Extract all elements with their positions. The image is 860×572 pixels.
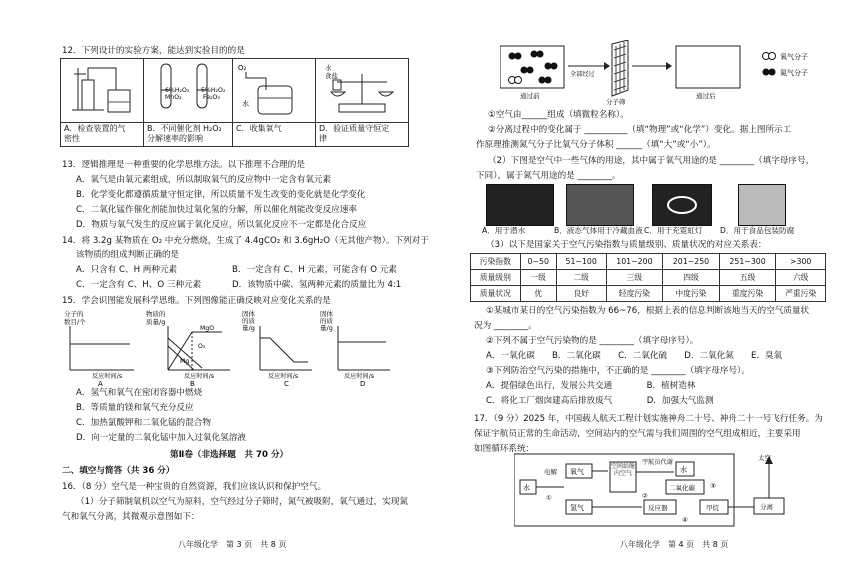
gas-bottle-icon — [236, 60, 312, 118]
separator-box-label: 分离 — [760, 503, 773, 511]
aq-cell: 二级 — [556, 270, 606, 286]
q17-line3: 如图循环系统： — [474, 444, 535, 454]
q16-line3: 气和氧气分离，其微观示意图如下： — [62, 512, 200, 522]
aq-cell: 0~50 — [520, 254, 556, 270]
label-water: 水 — [242, 100, 249, 108]
aq-cell: 五级 — [719, 270, 776, 286]
label-fe2o3: Fe₂O₃ — [203, 94, 220, 101]
aq-cell: 51~100 — [556, 254, 606, 270]
graph-a — [64, 309, 134, 386]
q16-3-line4: A．一氧化碳 B．二氧化碳 C．二氧化硫 D．二氧化氮 E．臭氧 — [486, 351, 783, 361]
graph-d-ylabel-1: 固体 — [320, 310, 333, 318]
graph-a-letter: A — [98, 380, 103, 386]
graph-b-label-o2: O₂ — [198, 343, 206, 350]
label-o2: O₂ — [238, 64, 247, 72]
q12-options-table — [60, 58, 409, 147]
diving-photo — [486, 184, 554, 226]
legend-oxygen-label: 氧气分子 — [780, 53, 808, 61]
q13-option-d: D．物质与氧气发生的反应属于氧化反应，所以氧化反应不一定都是化合反应 — [76, 220, 367, 230]
use-a-caption: A．用于潜水 — [482, 226, 526, 235]
q12-option-a: A．检查装置的气 密性 — [61, 123, 144, 146]
graph-b-label-mgo: MgO — [200, 325, 215, 332]
aq-row-header: 质量状况 — [471, 286, 521, 302]
space-label: 太空 — [758, 454, 771, 462]
q16-3-line3: ②下列不属于空气污染物的是 ________（填字母序号）。 — [486, 336, 699, 346]
q14-stem2: 该物质的组成判断正确的是 — [76, 250, 180, 260]
q15-option-a: A．氢气和氧气在密闭容器中燃烧 — [76, 388, 203, 398]
balance-scale-icon — [319, 60, 405, 118]
step-1: ① — [546, 494, 552, 502]
aq-cell: 良好 — [556, 286, 606, 302]
q16-1-line3: 作原理推测氮气分子比氧气分子体积 ______（填“大”或“小”）。 — [476, 140, 716, 150]
aq-row — [471, 286, 826, 302]
graph-c — [242, 309, 312, 386]
methane-box-label: 甲烷 — [706, 504, 719, 512]
graph-c-ylabel-2: 的质 — [242, 317, 255, 325]
q12-image-d — [316, 59, 409, 123]
graph-b-xlabel: 反应时间/s — [184, 373, 215, 380]
graph-b-label-mg: Mg — [180, 358, 190, 365]
q16-line1: 16．（8 分）空气是一种宝贵的自然资源，我们应该认识和保护空气。 — [62, 482, 327, 492]
graph-c-xlabel: 反应时间/s — [268, 373, 299, 380]
before-label: 通过前 — [520, 92, 540, 100]
q16-line2: （1）分子筛制氧机以空气为原料，空气经过分子筛时，氮气被吸附，氧气通过，实现氮 — [76, 497, 409, 507]
arrow-label: 全部经过 — [570, 71, 595, 78]
left-page-footer: 八年级化学 第 3 页 共 8 页 — [178, 540, 287, 549]
q16-3-line7: C．将化工厂烟囱建高后排放废气 D．加强大气监测 — [486, 396, 714, 406]
food-package-photo — [738, 184, 786, 226]
q16-1-line2: ②分离过程中的变化属于 __________（填“物理”或“化学”）变化。据上图所示工 — [488, 125, 792, 135]
use-d-caption: D．用于食品包装防腐 — [720, 226, 795, 235]
part-2-heading: 二、填空与简答（共 36 分） — [62, 466, 175, 476]
aq-row-header: 污染指数 — [471, 254, 521, 270]
space-station-cycle-diagram — [514, 452, 814, 530]
right-page — [430, 0, 860, 572]
blood-freezing-photo — [566, 184, 634, 226]
station-air-label: 空间站舱内空气 — [610, 463, 635, 477]
oxygen-box-label: 氧气 — [570, 468, 584, 476]
legend-nitrogen — [763, 68, 809, 77]
q16-3-line5: ③下列防治空气污染的措施中，不正确的是 ________（填字母序号）。 — [486, 366, 750, 376]
aq-cell: 轻度污染 — [606, 286, 663, 302]
q15-stem: 15．学会识图能发展科学思维。下列图像能正确反映对应变化关系的是 — [62, 296, 331, 306]
aq-cell: 优 — [520, 286, 556, 302]
airtight-apparatus-icon — [64, 60, 140, 118]
label-water-d: 水 — [325, 64, 332, 72]
graph-c-letter: C — [284, 380, 289, 386]
q16-3-line2: 况为 ________。 — [474, 321, 537, 331]
q13-stem: 13．逻辑推理是一种重要的化学思维方法。以下推理不合理的是 — [62, 160, 305, 170]
molecular-sieve-diagram — [500, 40, 840, 106]
q13-option-c: C．二氧化锰作催化剂能加快过氧化氢的分解，所以催化剂能改变反应速率 — [76, 205, 358, 215]
water-box-label: 水 — [523, 484, 530, 492]
q14-option-a: A．只含有 C、H 两种元素 — [76, 265, 178, 275]
aq-row — [471, 254, 826, 270]
graph-d-letter: D — [360, 380, 366, 386]
aq-cell: 严重污染 — [776, 286, 826, 302]
q12-image-b — [144, 59, 233, 123]
graph-d — [320, 309, 390, 386]
graph-d-xlabel: 反应时间/s — [344, 373, 375, 380]
metabolism-label: 宇航员代谢 — [642, 459, 673, 466]
aq-cell: >300 — [776, 254, 826, 270]
graph-a-xlabel: 反应时间/s — [92, 373, 123, 380]
electrolysis-label: 电解 — [544, 468, 557, 476]
q16-3-intro: （3）以下是国家关于空气污染指数与质量级别、质量状况的对应关系表： — [486, 240, 767, 250]
use-c-caption: C．用于充霓虹灯 — [644, 226, 703, 235]
after-box — [676, 46, 740, 88]
graph-d-ylabel-2: 的质 — [320, 317, 333, 325]
q15-graphs — [62, 308, 392, 386]
legend-nitrogen-label: 氮气分子 — [780, 69, 808, 77]
aq-row-header: 质量级别 — [471, 270, 521, 286]
sieve-label: 分子筛 — [606, 98, 626, 106]
aq-cell: 六级 — [776, 270, 826, 286]
graph-a-ylabel-1: 分子的 — [64, 310, 84, 318]
q15-option-d: D．向一定量的二氧化锰中加入过氧化氢溶液 — [76, 433, 246, 443]
q13-option-a: A．氧气是由氧元素组成，所以制取氧气的反应物中一定含有氧元素 — [76, 175, 332, 185]
q12-option-d: D．验证质量守恒定 律 — [316, 123, 409, 146]
aq-cell: 201~250 — [663, 254, 720, 270]
step-3: ③ — [710, 482, 716, 490]
graph-b — [146, 309, 230, 386]
q16-3-line6: A．提倡绿色出行，发展公共交通 B．植树造林 — [486, 381, 696, 391]
after-label: 通过后 — [696, 92, 716, 100]
air-quality-table — [470, 253, 826, 302]
aq-cell: 中度污染 — [663, 286, 720, 302]
graph-b-ylabel-2: 质量/g — [146, 318, 166, 326]
hydrogen-box-label: 氢气 — [570, 504, 584, 512]
q17-line1: 17．（9 分）2025 年，中国载人航天工程计划实施神舟二十号、神舟二十一号飞行任务。为 — [474, 414, 823, 424]
aq-row — [471, 270, 826, 286]
q14-option-c: C．一定含有 C、H、O 三种元素 — [76, 280, 202, 290]
q16-3-line1: ①某城市某日的空气污染指数为 66~76，根据上表的信息判断该地当天的空气质量状 — [486, 306, 810, 316]
water2-box-label: 水 — [680, 466, 687, 474]
graph-c-ylabel-3: 量/g — [242, 324, 255, 332]
graph-c-ylabel-1: 固体 — [242, 310, 255, 318]
aq-cell: 三级 — [606, 270, 663, 286]
co2-box-label: 二氧化碳 — [669, 484, 695, 492]
q12-image-c — [233, 59, 316, 123]
reactor-box-label: 反应器 — [648, 504, 668, 512]
q12-image-a — [61, 59, 144, 123]
label-mno2: MnO₂ — [165, 94, 182, 101]
neon-light-photo — [652, 184, 712, 226]
q13-option-b: B．化学变化都遵循质量守恒定律，所以质量不发生改变的变化就是化学变化 — [76, 190, 366, 200]
q15-option-b: B．等质量的镁和氧气充分反应 — [76, 403, 194, 413]
q16-2-line2: 下同），属于氮气用途的是 ________。 — [476, 171, 621, 181]
label-5pct-h2o2: 5%H₂O₂ — [201, 87, 226, 94]
aq-cell: 四级 — [663, 270, 720, 286]
label-salt: 食盐 — [325, 72, 338, 80]
test-tubes-icon — [147, 60, 229, 118]
aq-cell: 一级 — [520, 270, 556, 286]
aq-cell: 101~200 — [606, 254, 663, 270]
use-b-caption: B．液态气体用于冷藏血液 — [554, 226, 643, 235]
q14-option-d: D．该物质中碳、氢两种元素的质量比为 4:1 — [232, 280, 402, 290]
legend-oxygen — [763, 52, 809, 61]
graph-a-ylabel-2: 数目/个 — [64, 318, 86, 326]
q17-line2: 保证宇航员正常的生命活动，空间站内的空气需与我们周围的空气组成相近，主要采用 — [474, 429, 801, 439]
sieve-icon — [612, 40, 628, 96]
step-4: ④ — [682, 516, 688, 524]
q14-stem: 14．将 3.2g 某物质在 O₂ 中充分燃烧，生成了 4.4gCO₂ 和 3.6gH₂O（无其他产物）。下列对于 — [62, 236, 429, 246]
q14-option-b: B．一定含有 C、H 元素，可能含有 O 元素 — [232, 265, 397, 275]
step-2: ② — [642, 492, 648, 500]
q12-option-c: C．收集氧气 — [233, 123, 316, 146]
q12-stem: 12．下列设计的实验方案，能达到实验目的的是 — [62, 46, 245, 56]
section-2-heading: 第Ⅱ卷（非选择题 共 70 分） — [170, 450, 289, 460]
graph-b-ylabel-1: 物质的 — [146, 310, 166, 318]
neon-sign-icon — [653, 185, 711, 225]
graph-d-ylabel-3: 量/g — [320, 324, 333, 332]
q16-2-line1: （2）下图是空气中一些气体的用途，其中属于氧气用途的是 ________（填字母序号， — [488, 156, 815, 166]
label-6pct-h2o2: 6%H₂O₂ — [165, 87, 190, 94]
aq-cell: 重度污染 — [719, 286, 776, 302]
q16-1-line1: ①空气由______组成（填微粒名称）。 — [488, 110, 629, 120]
aq-cell: 251~300 — [719, 254, 776, 270]
right-page-footer: 八年级化学 第 4 页 共 8 页 — [620, 540, 729, 549]
q15-option-c: C．加热氯酸钾和二氧化锰的混合物 — [76, 418, 211, 428]
q12-option-b: B．不同催化剂 H₂O₂ 分解速率的影响 — [144, 123, 233, 146]
graph-b-letter: B — [190, 380, 195, 386]
